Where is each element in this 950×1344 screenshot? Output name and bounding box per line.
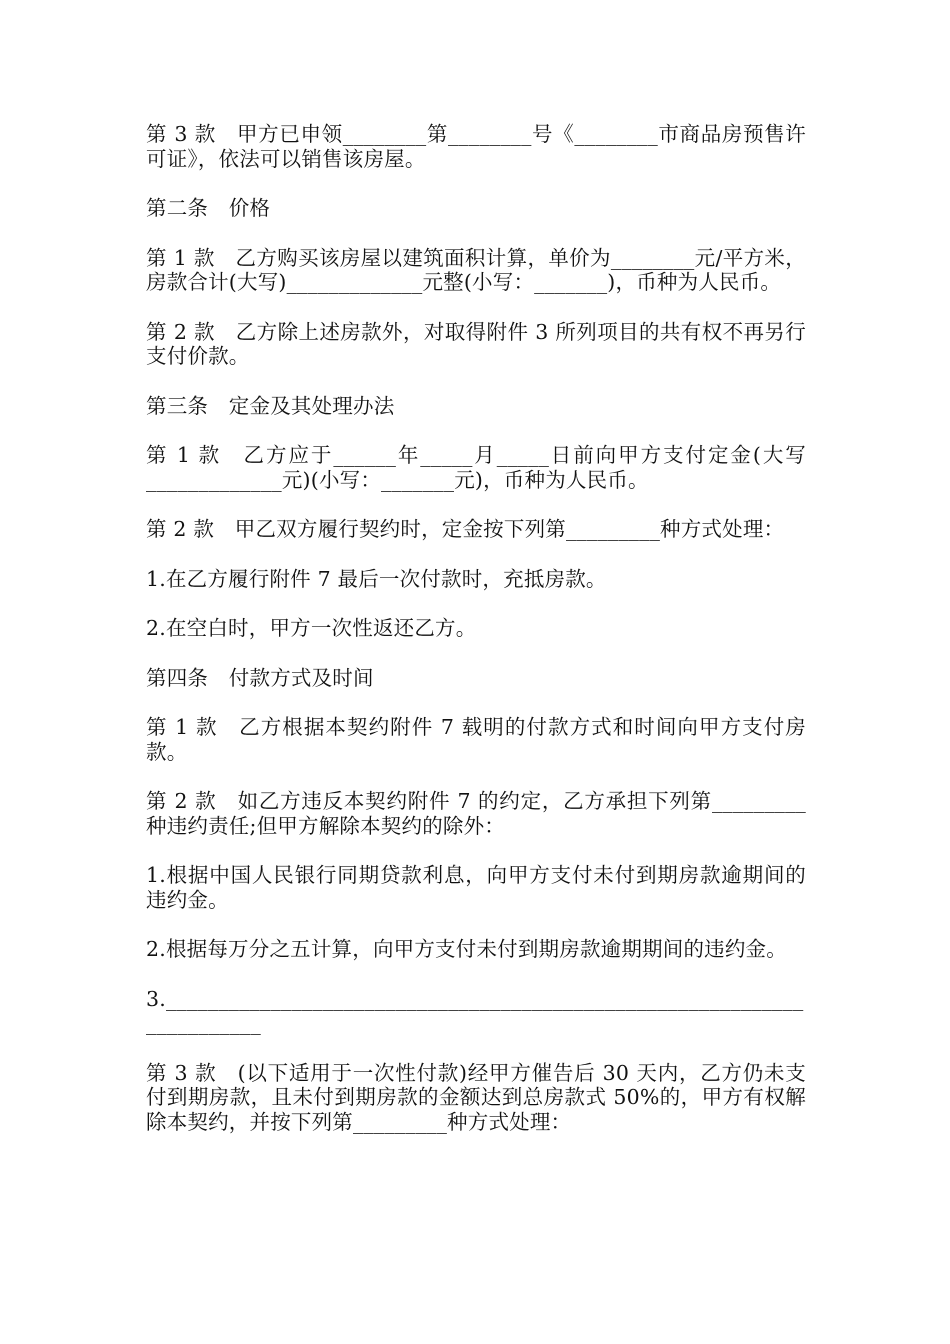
article-4-clause-3: 第 3 款 (以下适用于一次性付款)经甲方催告后 30 天内，乙方仍未支付到期房款，且未付到期房款的金额达到总房款式 50%的，甲方有权解除本契约，并按下列第_________种方式处理： [146, 1060, 806, 1134]
article-2-clause-1: 第 1 款 乙方购买该房屋以建筑面积计算，单价为________元/平方米，房款合计(大写)_____________元整(小写：_______)，币种为人民币。 [146, 245, 806, 294]
article-4-option-3: 3.________________________________________________________________________ [146, 986, 804, 1035]
document-body [146, 122, 806, 1159]
article-3-option-1: 1.在乙方履行附件 7 最后一次付款时，充抵房款。 [146, 566, 607, 591]
clause-3-presale-permit: 第 3 款 甲方已申领________第________号《________市商品房预售许可证》，依法可以销售该房屋。 [146, 122, 806, 171]
article-4-option-2: 2.根据每万分之五计算，向甲方支付未付到期房款逾期期间的违约金。 [146, 937, 787, 961]
article-2-heading: 第二条 价格 [146, 196, 271, 220]
article-3-heading: 第三条 定金及其处理办法 [146, 393, 395, 418]
article-3-clause-1: 第 1 款 乙方应于______年_____月_____日前向甲方支付定金(大写_____________元)(小写：_______元)，币种为人民币。 [146, 443, 806, 492]
article-4-option-1: 1.根据中国人民银行同期贷款利息，向甲方支付未付到期房款逾期间的违约金。 [146, 863, 806, 912]
article-4-clause-1: 第 1 款 乙方根据本契约附件 7 载明的付款方式和时间向甲方支付房款。 [146, 715, 806, 764]
article-2-clause-2: 第 2 款 乙方除上述房款外，对取得附件 3 所列项目的共有权不再另行支付价款。 [146, 319, 806, 368]
article-3-option-2: 2.在空白时，甲方一次性返还乙方。 [146, 616, 477, 640]
article-4-heading: 第四条 付款方式及时间 [146, 665, 374, 690]
article-3-clause-2: 第 2 款 甲乙双方履行契约时，定金按下列第_________种方式处理： [146, 517, 785, 541]
article-4-clause-2: 第 2 款 如乙方违反本契约附件 7 的约定，乙方承担下列第_________种违约责任;但甲方解除本契约的除外： [146, 789, 806, 838]
